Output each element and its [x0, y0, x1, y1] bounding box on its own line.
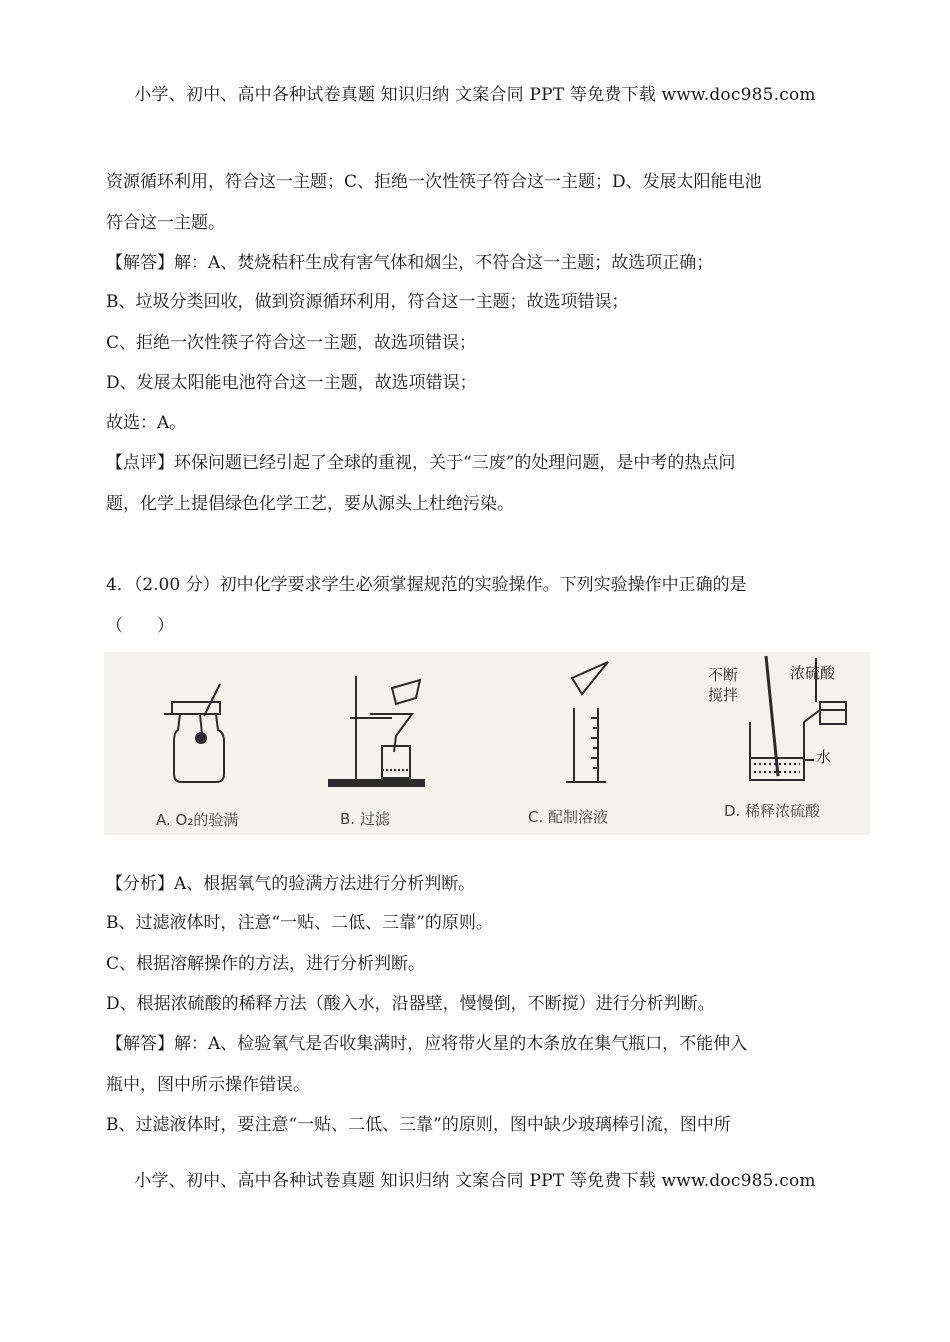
text-line: 瓶中，图中所示操作错误。 — [106, 1075, 310, 1095]
text-line: C、拒绝一次性筷子符合这一主题，故选项错误； — [106, 333, 477, 353]
text-line: 【解答】解：A、焚烧秸秆生成有害气体和烟尘，不符合这一主题；故选项正确； — [106, 253, 714, 273]
experiment-illustration — [104, 652, 870, 835]
stir-label-line1: 不断 — [708, 666, 739, 684]
text-line: 【解答】解：A、检验氧气是否收集满时，应将带火星的木条放在集气瓶口，不能伸入 — [106, 1034, 748, 1054]
text-line: B、过滤液体时，注意“一贴、二低、三靠”的原则。 — [106, 913, 493, 933]
page-footer: 小学、初中、高中各种试卷真题 知识归纳 文案合同 PPT 等免费下载 www.doc985.com — [134, 1171, 816, 1191]
figure-caption-d: D. 稀释浓硫酸 — [724, 802, 821, 820]
measuring-cylinder-drawing — [566, 662, 608, 782]
text-line: 【分析】A、根据氧气的验满方法进行分析判断。 — [106, 874, 476, 894]
water-label: 水 — [816, 748, 832, 766]
gas-jar-drawing — [164, 684, 224, 782]
text-line: B、过滤液体时，要注意“一贴、二低、三靠”的原则，图中缺少玻璃棒引流，图中所 — [106, 1115, 731, 1135]
text-line: 符合这一主题。 — [106, 213, 225, 233]
text-line: C、根据溶解操作的方法，进行分析判断。 — [106, 954, 426, 974]
text-line: 题，化学上提倡绿色化学工艺，要从源头上杜绝污染。 — [106, 494, 514, 514]
figure-caption-a: A. O₂的验满 — [156, 811, 239, 829]
text-line: B、垃圾分类回收，做到资源循环利用，符合这一主题；故选项错误； — [106, 292, 629, 312]
text-line: 资源循环利用，符合这一主题；C、拒绝一次性筷子符合这一主题；D、发展太阳能电池 — [106, 172, 762, 192]
text-line: D、根据浓硫酸的稀释方法（酸入水，沿器壁，慢慢倒，不断搅）进行分析判断。 — [106, 994, 715, 1014]
figure-caption-b: B. 过滤 — [340, 810, 390, 828]
question-stem: 4．（2.00 分）初中化学要求学生必须掌握规范的实验操作。下列实验操作中正确的是 — [106, 575, 747, 595]
stir-label-line2: 搅拌 — [708, 686, 739, 704]
acid-label: 浓硫酸 — [790, 664, 836, 682]
text-line: 【点评】环保问题已经引起了全球的重视，关于“三废”的处理问题，是中考的热点问 — [106, 453, 736, 473]
filtration-drawing — [329, 676, 424, 786]
text-line: D、发展太阳能电池符合这一主题，故选项错误； — [106, 373, 477, 393]
figure-caption-c: C. 配制溶液 — [528, 808, 609, 826]
question-stem-blank: （ ） — [106, 616, 174, 636]
text-line: 故选：A。 — [106, 413, 187, 433]
experiment-figure — [104, 652, 870, 835]
page-header: 小学、初中、高中各种试卷真题 知识归纳 文案合同 PPT 等免费下载 www.doc985.com — [134, 85, 816, 105]
